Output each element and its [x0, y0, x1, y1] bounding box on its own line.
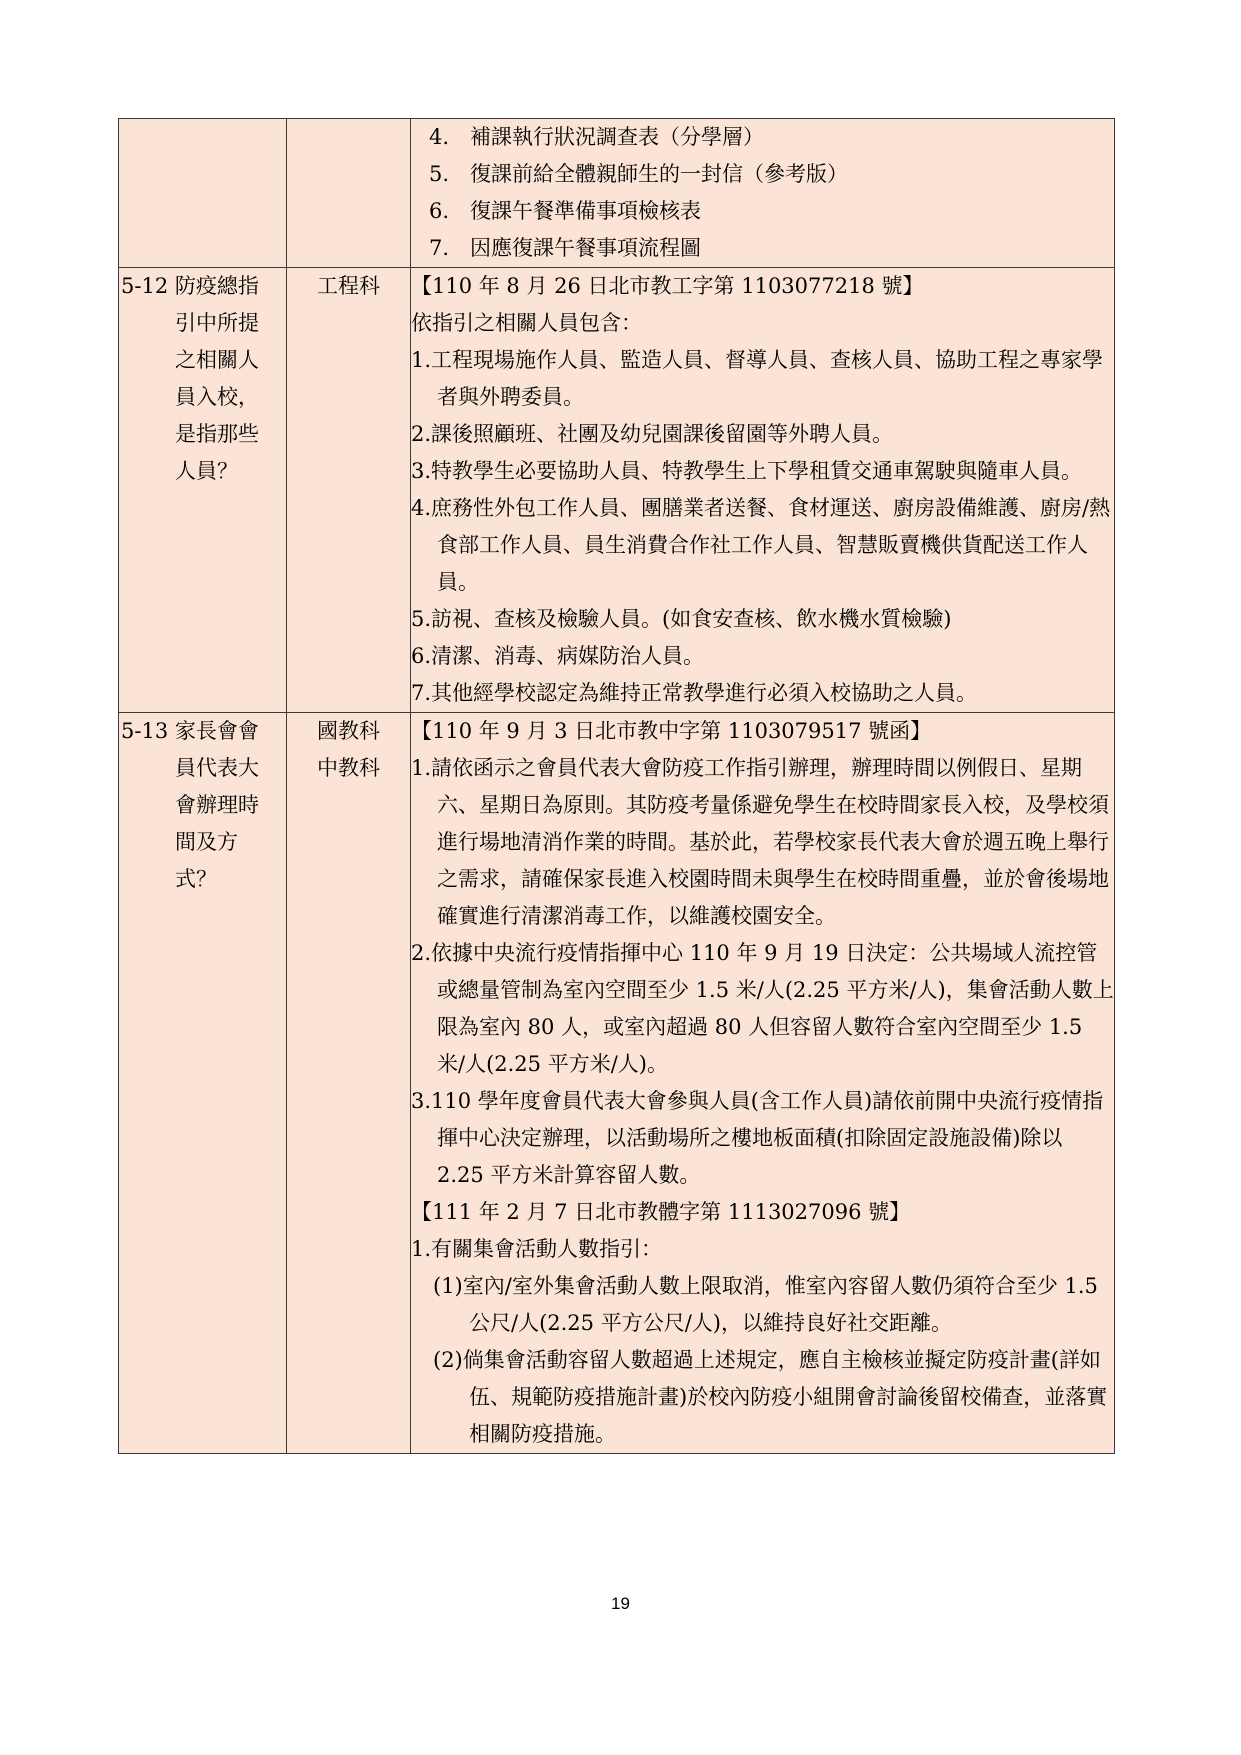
table-row-continued	[119, 119, 1115, 268]
question-line: 員代表大	[175, 756, 259, 780]
table-row-5-13	[119, 713, 1115, 1454]
list-item: 6.清潔、消毒、病媒防治人員。	[411, 644, 705, 668]
answer-cell-continued	[411, 119, 1115, 268]
reference-doc: 【110 年 9 月 3 日北市教中字第 1103079517 號函】	[411, 719, 932, 743]
question-line: 5-12 防疫總指	[121, 274, 259, 298]
question-line: 式？	[175, 867, 217, 891]
sub-title: 1.有關集會活動人數指引：	[411, 1237, 663, 1261]
list-item: 1.工程現場施作人員、監造人員、督導人員、查核人員、協助工程之專家學者與外聘委員。	[411, 348, 1104, 409]
question-line: 5-13 家長會會	[121, 719, 259, 743]
list-item: 5.訪視、查核及檢驗人員。(如食安查核、飲水機水質檢驗)	[411, 607, 952, 631]
list-item: 7. 因應復課午餐事項流程圖	[429, 236, 702, 260]
question-line: 人員？	[175, 459, 238, 483]
list-item: 4.庶務性外包工作人員、團膳業者送餐、食材運送、廚房設備維護、廚房/熱食部工作人員、員生消費合作社工作人員、智慧販賣機供貨配送工作人員。	[411, 496, 1111, 594]
list-item: 2.課後照顧班、社團及幼兒園課後留園等外聘人員。	[411, 422, 894, 446]
unit-cell-empty	[287, 119, 411, 268]
question-line: 會辦理時	[175, 793, 259, 817]
reference-doc: 【110 年 8 月 26 日北市教工字第 1103077218 號】	[411, 274, 924, 298]
question-cell	[119, 713, 287, 1454]
intro-text: 依指引之相關人員包含：	[411, 311, 642, 335]
question-line: 是指那些	[175, 422, 259, 446]
table-row-5-12	[119, 268, 1115, 713]
question-line: 引中所提	[175, 311, 259, 335]
answer-cell	[411, 268, 1115, 713]
unit-label: 國教科	[317, 719, 380, 743]
list-item: 5. 復課前給全體親師生的一封信（參考版）	[429, 162, 849, 186]
list-item: 4. 補課執行狀況調查表（分學層）	[429, 125, 765, 149]
sub-list-item: (2)倘集會活動容留人數超過上述規定，應自主檢核並擬定防疫計畫(詳如伍、規範防疫措施計畫)於校內防疫小組開會討論後留校備查，並落實相關防疫措施。	[433, 1348, 1108, 1446]
page-number: 19	[611, 1594, 630, 1613]
question-line: 之相關人	[175, 348, 259, 372]
question-line: 間及方	[175, 830, 238, 854]
question-line: 員入校，	[175, 385, 259, 409]
unit-cell	[287, 268, 411, 713]
unit-label: 工程科	[317, 274, 380, 298]
answer-cell	[411, 713, 1115, 1454]
sub-list-item: (1)室內/室外集會活動人數上限取消，惟室內容留人數仍須符合至少 1.5 公尺/人(2.25 平方公尺/人)，以維持良好社交距離。	[433, 1274, 1098, 1335]
unit-label: 中教科	[317, 756, 380, 780]
unit-cell	[287, 713, 411, 1454]
list-item: 1.請依函示之會員代表大會防疫工作指引辦理，辦理時間以例假日、星期六、星期日為原則。其防疫考量係避免學生在校時間家長入校，及學校須進行場地清消作業的時間。基於此，若學校家長代表大會於週五晚上舉行之需求，請確保家長進入校園時間未與學生在校時間重疊，並於會後場地確實進行清潔消毒工作，以維護校園安全。	[411, 756, 1109, 928]
list-item: 7.其他經學校認定為維持正常教學進行必須入校協助之人員。	[411, 681, 978, 705]
list-item: 2.依據中央流行疫情指揮中心 110 年 9 月 19 日決定：公共場域人流控管或總量管制為室內空間至少 1.5 米/人(2.25 平方米/人)，集會活動人數上限為室內 80 人，或室內超過 80 人但容留人數符合室內空間至少 1.5 米/人(2.25 平方米/人)。	[411, 941, 1114, 1076]
question-cell	[119, 268, 287, 713]
list-item: 3.110 學年度會員代表大會參與人員(含工作人員)請依前開中央流行疫情指揮中心決定辦理，以活動場所之樓地板面積(扣除固定設施設備)除以 2.25 平方米計算容留人數。	[411, 1089, 1104, 1187]
faq-table	[118, 118, 1115, 1454]
reference-doc: 【111 年 2 月 7 日北市教體字第 1113027096 號】	[411, 1200, 911, 1224]
question-cell-empty	[119, 119, 287, 268]
attachment-list	[411, 119, 1114, 267]
list-item: 6. 復課午餐準備事項檢核表	[429, 199, 702, 223]
list-item: 3.特教學生必要協助人員、特教學生上下學租賃交通車駕駛與隨車人員。	[411, 459, 1083, 483]
